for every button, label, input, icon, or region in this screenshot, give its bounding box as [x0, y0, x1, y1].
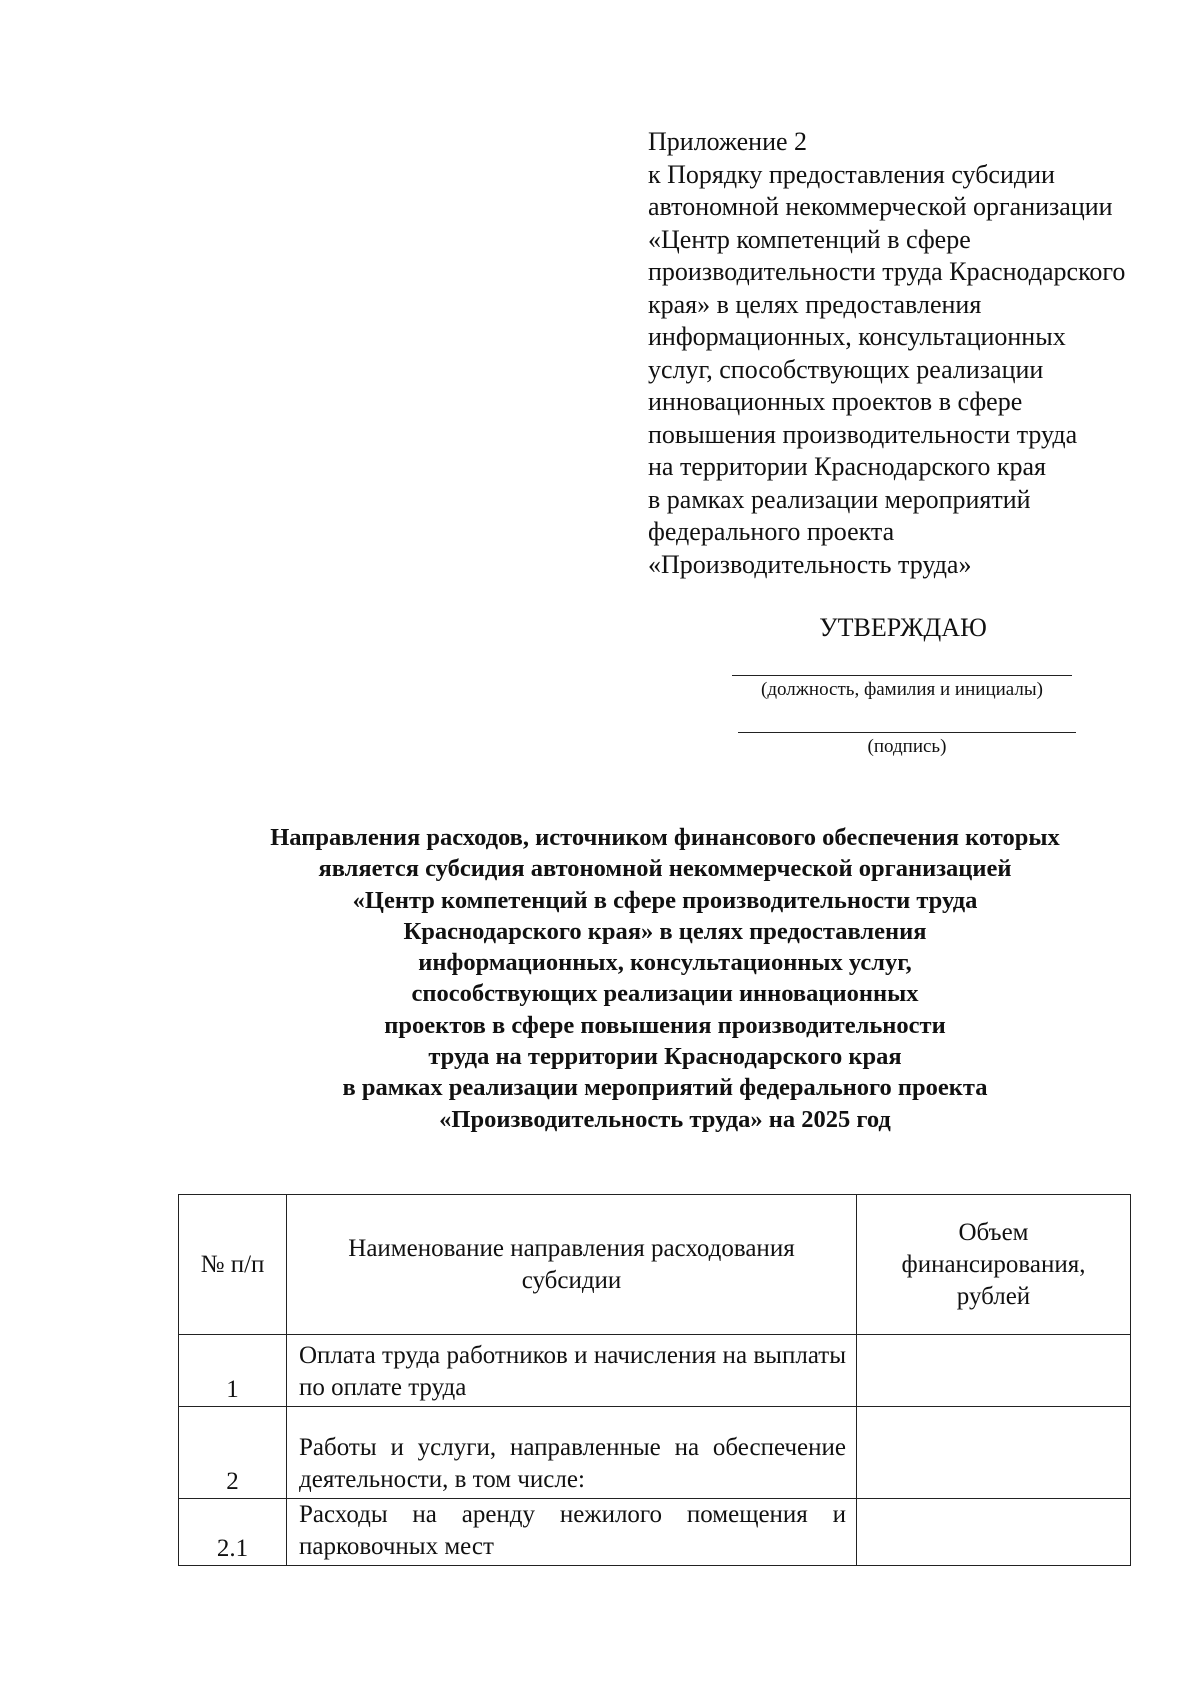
row-num: 1: [179, 1335, 287, 1407]
heading-line: в рамках реализации мероприятий федерального проекта: [342, 1074, 988, 1102]
header-name: Наименование направления расходования субсидии: [287, 1195, 857, 1335]
row-name: Работы и услуги, направленные на обеспечение деятельности, в том числе:: [287, 1407, 857, 1499]
appendix-line: края» в целях предоставления: [648, 289, 982, 319]
row-num: 2: [179, 1407, 287, 1499]
row-volume: [857, 1499, 1131, 1566]
appendix-line: «Центр компетенций в сфере: [648, 224, 971, 254]
appendix-line: федерального проекта: [648, 517, 895, 546]
heading-line: информационных, консультационных услуг,: [418, 949, 912, 977]
position-caption: (должность, фамилия и инициалы): [761, 679, 1043, 700]
heading-line: способствующих реализации инновационных: [411, 980, 919, 1008]
appendix-line: инновационных проектов в сфере: [648, 387, 1023, 416]
appendix-line: информационных, консультационных: [648, 322, 1066, 351]
appendix-line: повышения производительности труда: [648, 419, 1078, 449]
appendix-line: в рамках реализации мероприятий: [648, 484, 1031, 514]
heading-line: труда на территории Краснодарского края: [428, 1043, 902, 1071]
approval-title: УТВЕРЖДАЮ: [819, 613, 987, 642]
appendix-line: автономной некоммерческой организации: [648, 192, 1113, 221]
heading-line: является субсидия автономной некоммерческой организацией: [318, 855, 1012, 883]
appendix-line: Приложение 2: [648, 127, 808, 156]
header-volume: Объем финансирования, рублей: [857, 1195, 1131, 1335]
row-name: Расходы на аренду нежилого помещения и парковочных мест: [287, 1499, 857, 1566]
appendix-line: «Производительность труда»: [648, 549, 972, 579]
appendix-line: услуг, способствующих реализации: [648, 354, 1044, 384]
heading-line: проектов в сфере повышения производительности: [384, 1011, 946, 1039]
row-name: Оплата труда работников и начисления на выплаты по оплате труда: [287, 1335, 857, 1407]
heading-line: Направления расходов, источником финансового обеспечения которых: [270, 824, 1060, 851]
row-volume: [857, 1407, 1131, 1499]
document-heading: [120, 822, 1200, 1135]
heading-line: «Центр компетенций в сфере производительности труда: [352, 886, 978, 914]
signature-line: [738, 732, 1076, 733]
row-num: 2.1: [179, 1499, 287, 1566]
expenses-table: [178, 1194, 1131, 1566]
appendix-line: производительности труда Краснодарского: [648, 257, 1126, 286]
signature-caption: (подпись): [867, 736, 947, 757]
header-num: № п/п: [179, 1195, 287, 1335]
appendix-block: [648, 126, 1168, 581]
position-signature-line: [732, 675, 1072, 676]
appendix-line: на территории Краснодарского края: [648, 452, 1046, 481]
table-row: [179, 1407, 1131, 1499]
approval-block: [728, 612, 1078, 644]
heading-line: «Производительность труда» на 2025 год: [439, 1105, 891, 1133]
row-volume: [857, 1335, 1131, 1407]
table-row: [179, 1499, 1131, 1566]
table-header-row: [179, 1195, 1131, 1335]
heading-line: Краснодарского края» в целях предоставления: [403, 917, 927, 945]
table-row: [179, 1335, 1131, 1407]
appendix-line: к Порядку предоставления субсидии: [648, 159, 1055, 189]
